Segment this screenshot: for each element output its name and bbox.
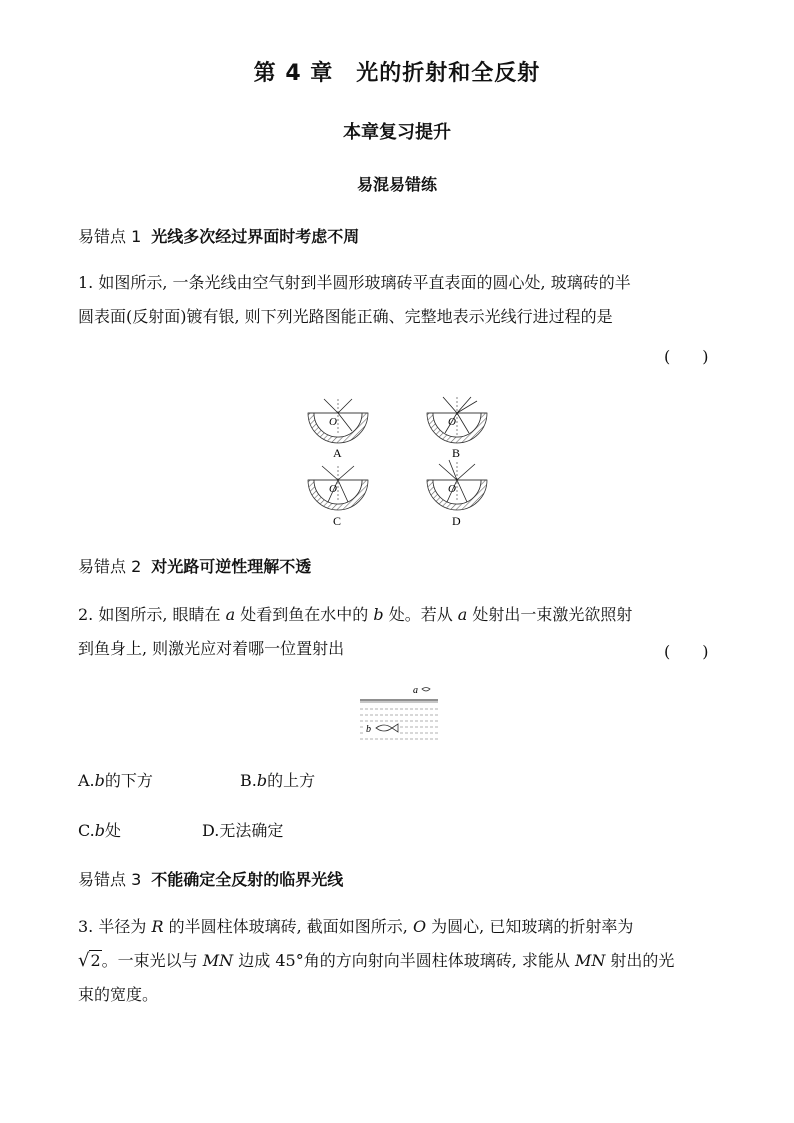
figure-b-center-label: O	[448, 416, 456, 428]
error-point-3-title: 不能确定全反射的临界光线	[151, 870, 344, 889]
q2-option-c: C.b处	[78, 821, 122, 840]
sqrt-expression: √2	[78, 950, 101, 971]
figure-d-label: D	[452, 514, 461, 528]
q2-line-2: 到鱼身上, 则激光应对着哪一位置射出	[78, 639, 345, 658]
page-subtitle: 本章复习提升	[343, 122, 451, 143]
figure-c	[308, 466, 368, 510]
error-point-2	[78, 554, 311, 577]
q1-line-1: 1. 如图所示, 一条光线由空气射到半圆形玻璃砖平直表面的圆心处, 玻璃砖的半	[78, 273, 631, 292]
figure-c-label: C	[333, 514, 342, 528]
question-1	[78, 266, 718, 334]
eye-icon	[422, 688, 430, 692]
q1-line-2: 圆表面(反射面)镀有银, 则下列光路图能正确、完整地表示光线行进过程的是	[78, 307, 613, 326]
error-point-1-tag: 易错点 1	[78, 227, 142, 246]
error-point-3	[78, 867, 343, 890]
q2-line-1: 2. 如图所示, 眼睛在 a 处看到鱼在水中的 b 处。若从 a 处射出一束激光欲照射	[78, 605, 633, 624]
figure-a-center-label: O	[329, 416, 337, 428]
question-3	[78, 910, 718, 1012]
q3-line-3: 束的宽度。	[78, 985, 159, 1004]
q3-line-1: 3. 半径为 R 的半圆柱体玻璃砖, 截面如图所示, O 为圆心, 已知玻璃的折射率为	[78, 917, 634, 936]
figure-a	[308, 399, 368, 443]
chapter-title: 第 4 章 光的折射和全反射	[253, 61, 541, 86]
q2-answer-blank: ( )	[664, 642, 709, 661]
q2-option-b: B.b的上方	[240, 771, 316, 790]
error-point-1-title: 光线多次经过界面时考虑不周	[151, 227, 360, 246]
question-2	[78, 598, 718, 666]
q2-figure	[358, 684, 440, 742]
section-heading: 易混易错练	[356, 175, 437, 194]
error-point-1	[78, 224, 359, 247]
figure-d	[427, 460, 487, 510]
figure-b	[427, 397, 487, 443]
figure-c-center-label: O	[329, 483, 337, 495]
error-point-2-title: 对光路可逆性理解不透	[151, 557, 312, 576]
q1-figure	[300, 395, 500, 530]
error-point-2-tag: 易错点 2	[78, 557, 142, 576]
eye-label: a	[413, 685, 418, 696]
fish-label: b	[366, 724, 371, 735]
q2-option-d: D.无法确定	[202, 821, 284, 840]
figure-b-label: B	[452, 446, 461, 460]
error-point-3-tag: 易错点 3	[78, 870, 142, 889]
figure-a-label: A	[333, 446, 342, 460]
q2-option-a: A.b的下方	[78, 771, 153, 790]
q3-line-2: √2。一束光以与 MN 边成 45°角的方向射向半圆柱体玻璃砖, 求能从 MN 射出的光	[78, 944, 718, 978]
figure-d-center-label: O	[448, 483, 456, 495]
q1-answer-blank: ( )	[664, 347, 709, 366]
